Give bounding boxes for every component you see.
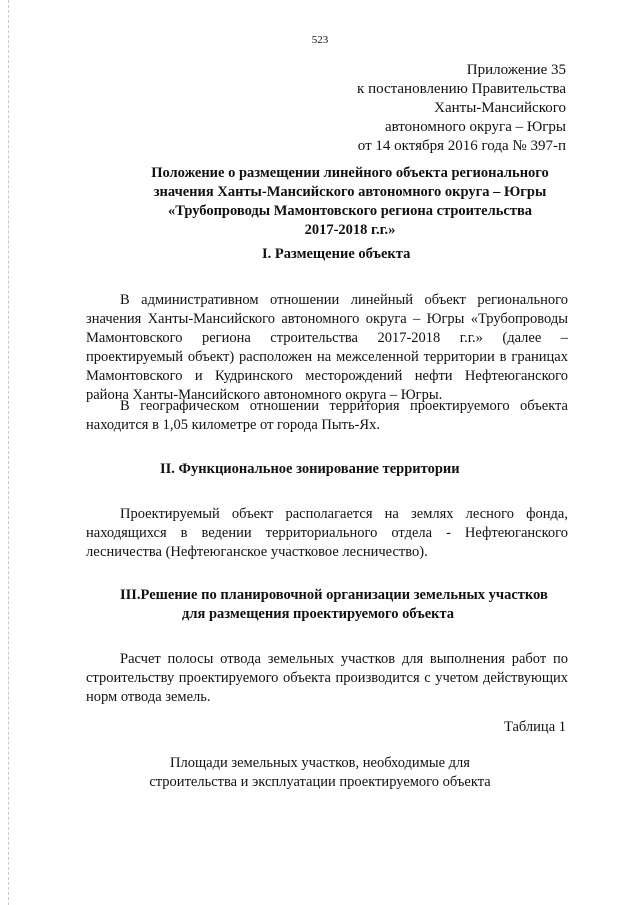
section-3-heading-line-1: III.Решение по планировочной организации земельных участков xyxy=(120,587,548,603)
section-1-heading: I. Размещение объекта xyxy=(262,246,411,262)
section-1-paragraph-1: В административном отношении линейный объект регионального значения Ханты-Мансийского автономного округа – Югры «Трубопроводы Мамонтовского региона строительства 2017-2018 г.г.» (далее – проектируемый объект) расположен на межселенной территории в границах Мамонтовского и Кудринского месторождений нефти Нефтеюганского района Ханты-Мансийского автономного округа – Югры. xyxy=(86,292,568,403)
appendix-block xyxy=(357,61,566,156)
page-number: 523 xyxy=(311,34,329,46)
scan-edge-divider xyxy=(8,0,10,905)
title-line: «Трубопроводы Мамонтовского региона строительства xyxy=(167,203,533,219)
document-title xyxy=(120,164,580,240)
section-2-paragraph: Проектируемый объект располагается на землях лесного фонда, находящихся в ведении территориального отдела - Нефтеюганского лесничества (Нефтеюганское участковое лесничество). xyxy=(86,506,568,560)
appendix-line: от 14 октября 2016 года № 397-п xyxy=(357,138,566,154)
table-caption-line: строительства и эксплуатации проектируемого объекта xyxy=(149,774,491,790)
section-3-heading-line-2: для размещения проектируемого объекта xyxy=(182,606,455,622)
title-line: 2017-2018 г.г.» xyxy=(304,222,396,238)
appendix-line: Приложение 35 xyxy=(466,62,566,78)
table-caption-line: Площади земельных участков, необходимые для xyxy=(170,755,470,771)
title-line: Положение о размещении линейного объекта регионального xyxy=(151,165,549,181)
table-caption xyxy=(120,754,520,792)
table-label: Таблица 1 xyxy=(503,719,566,735)
title-line: значения Ханты-Мансийского автономного округа – Югры xyxy=(153,184,547,200)
appendix-line: Ханты-Мансийского xyxy=(434,100,566,116)
section-3-paragraph: Расчет полосы отвода земельных участков для выполнения работ по строительству проектируемого объекта производится с учетом действующих норм отвода земель. xyxy=(86,651,568,705)
section-2-heading: II. Функциональное зонирование территории xyxy=(160,461,460,477)
appendix-line: к постановлению Правительства xyxy=(357,81,566,97)
section-1-paragraph-2: В географическом отношении территория проектируемого объекта находится в 1,05 километре от города Пыть-Ях. xyxy=(86,398,568,433)
appendix-line: автономного округа – Югры xyxy=(384,119,566,135)
